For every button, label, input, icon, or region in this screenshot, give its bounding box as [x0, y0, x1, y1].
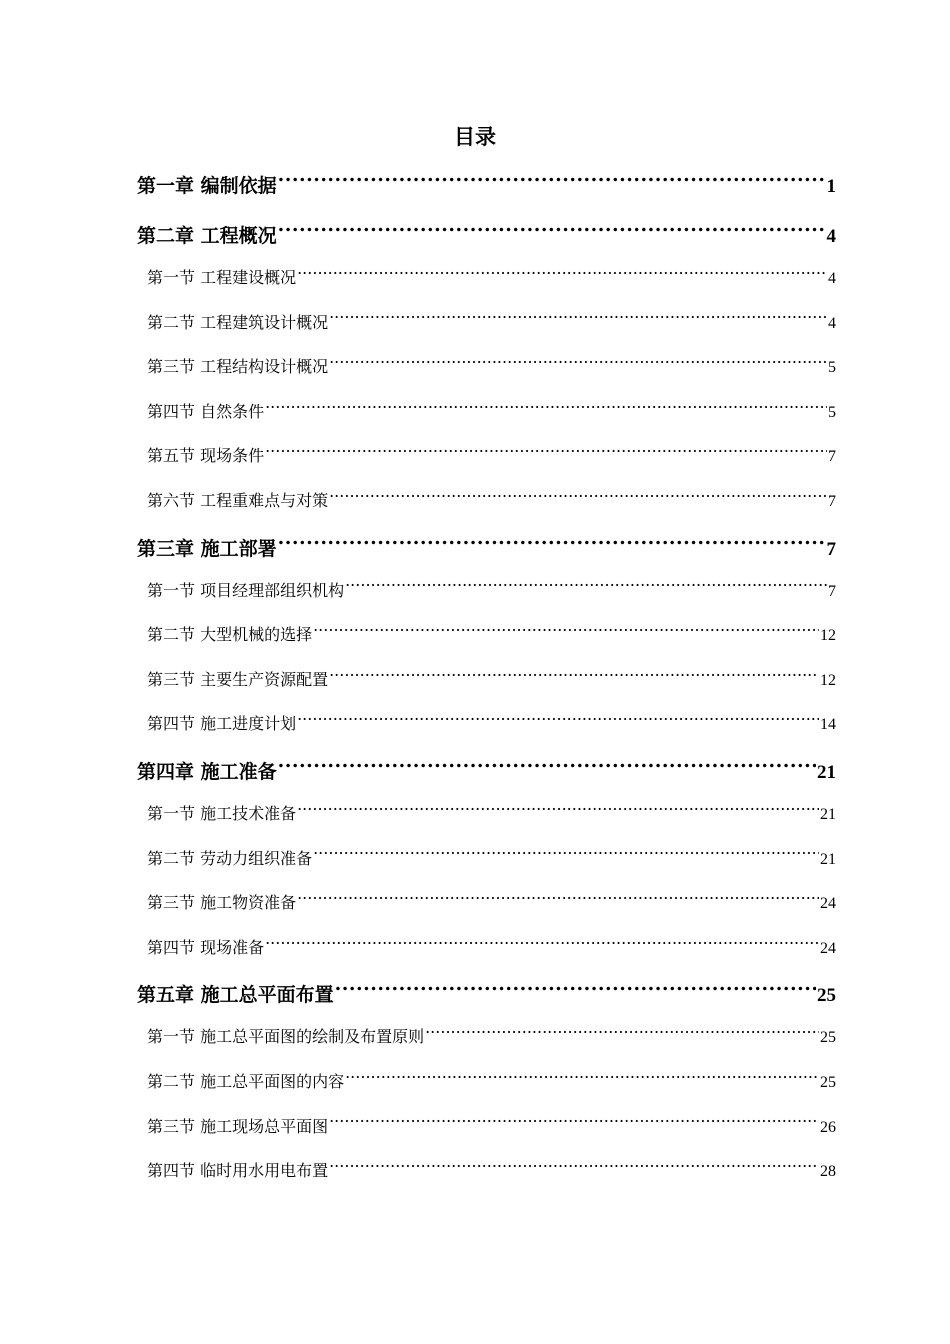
toc-section-entry[interactable]: [137, 1067, 836, 1112]
toc-dot-leader: [329, 490, 827, 506]
toc-chapter-entry[interactable]: [137, 754, 836, 799]
toc-dot-leader: [313, 624, 819, 640]
toc-section-entry[interactable]: [137, 709, 836, 754]
toc-page-number: 21: [820, 850, 836, 868]
toc-page-number: 24: [820, 939, 836, 957]
toc-entry-label: 第一节 工程建设概况: [147, 268, 297, 287]
toc-section-entry[interactable]: [137, 397, 836, 442]
toc-entry-label: 第一节 施工技术准备: [147, 803, 297, 823]
toc-page-number: 24: [820, 895, 836, 913]
toc-entry-label: 第四节 现场准备: [147, 937, 265, 957]
toc-section-entry[interactable]: [137, 1112, 836, 1157]
toc-page-number: 5: [828, 403, 836, 421]
toc-entry-label: 第四节 施工进度计划: [147, 714, 297, 734]
toc-page-number: 4: [828, 270, 836, 287]
toc-entry-label: 第二节 施工总平面图的内容: [147, 1071, 345, 1091]
toc-section-entry[interactable]: [137, 1156, 836, 1201]
toc-dot-leader: [297, 892, 819, 908]
toc-page-number: 1: [826, 176, 836, 197]
toc-entry-label: 第五节 现场条件: [147, 446, 265, 466]
toc-dot-leader: [265, 401, 827, 417]
toc-dot-leader: [297, 803, 819, 819]
toc-entry-label: 第三节 施工现场总平面图: [147, 1116, 329, 1136]
toc-dot-leader: [278, 536, 826, 555]
toc-section-entry[interactable]: [137, 1022, 836, 1067]
toc-page-number: 14: [820, 716, 836, 734]
toc-section-entry[interactable]: [137, 441, 836, 486]
toc-entry-label: 第一章 编制依据: [137, 175, 277, 197]
toc-entry-label: 第三节 主要生产资源配置: [147, 669, 329, 689]
toc-section-entry[interactable]: [137, 844, 836, 889]
toc-dot-leader: [345, 1071, 819, 1087]
toc-section-entry[interactable]: [137, 888, 836, 933]
toc-dot-leader: [329, 1116, 819, 1132]
toc-title: 目录: [454, 124, 496, 149]
toc-section-entry[interactable]: [137, 308, 836, 353]
toc-chapter-entry[interactable]: [137, 531, 836, 576]
toc-entry-label: 第三章 施工部署: [137, 537, 277, 560]
toc-page-number: 26: [820, 1118, 836, 1136]
toc-dot-leader: [297, 267, 827, 283]
toc-entry-label: 第一节 施工总平面图的绘制及布置原则: [147, 1027, 425, 1047]
toc-entry-label: 第四节 临时用水用电布置: [147, 1161, 329, 1181]
toc-dot-leader: [313, 848, 819, 864]
toc-entry-label: 第二节 工程建筑设计概况: [147, 312, 329, 332]
toc-section-entry[interactable]: [137, 576, 836, 621]
toc-chapter-entry[interactable]: [137, 168, 836, 218]
toc-entry-label: 第三节 工程结构设计概况: [147, 357, 329, 377]
toc-dot-leader: [278, 223, 826, 242]
toc-page-number: 25: [820, 1029, 836, 1047]
toc-entry-label: 第四节 自然条件: [147, 401, 265, 421]
toc-dot-leader: [329, 669, 819, 685]
toc-entry-label: 第六节 工程重难点与对策: [147, 490, 329, 510]
toc-list: [137, 168, 836, 1201]
toc-dot-leader: [335, 982, 816, 1001]
toc-page-number: 21: [817, 761, 836, 783]
toc-dot-leader: [329, 356, 827, 372]
toc-entry-label: 第二节 大型机械的选择: [147, 625, 313, 645]
toc-chapter-entry[interactable]: [137, 218, 836, 263]
toc-entry-label: 第二节 劳动力组织准备: [147, 848, 313, 868]
toc-section-entry[interactable]: [137, 799, 836, 844]
toc-page-number: 7: [828, 492, 836, 510]
toc-page-number: 7: [828, 582, 836, 600]
toc-entry-label: 第四章 施工准备: [137, 760, 277, 783]
toc-section-entry[interactable]: [137, 486, 836, 531]
toc-dot-leader: [297, 713, 819, 729]
toc-page-number: 12: [820, 671, 836, 689]
toc-page-number: 5: [828, 359, 836, 377]
toc-dot-leader: [278, 173, 826, 192]
toc-section-entry[interactable]: [137, 620, 836, 665]
toc-dot-leader: [265, 937, 819, 953]
toc-section-entry[interactable]: [137, 665, 836, 710]
toc-entry-label: 第五章 施工总平面布置: [137, 984, 334, 1007]
toc-dot-leader: [329, 1160, 819, 1176]
toc-page-number: 12: [820, 627, 836, 645]
toc-entry-label: 第三节 施工物资准备: [147, 893, 297, 913]
toc-dot-leader: [329, 312, 827, 328]
toc-entry-label: 第二章 工程概况: [137, 225, 277, 247]
toc-page-number: 7: [826, 538, 836, 560]
toc-page-number: 21: [820, 805, 836, 823]
toc-dot-leader: [345, 580, 827, 596]
toc-section-entry[interactable]: [137, 352, 836, 397]
toc-chapter-entry[interactable]: [137, 977, 836, 1022]
toc-dot-leader: [265, 445, 827, 461]
toc-dot-leader: [425, 1026, 819, 1042]
toc-page-number: 4: [828, 314, 836, 332]
toc-page-number: 28: [820, 1163, 836, 1181]
toc-section-entry[interactable]: [137, 933, 836, 978]
toc-section-entry[interactable]: [137, 263, 836, 308]
toc-page-number: 7: [828, 448, 836, 466]
toc-entry-label: 第一节 项目经理部组织机构: [147, 580, 345, 600]
toc-dot-leader: [278, 759, 816, 778]
toc-page-number: 4: [826, 226, 836, 247]
toc-page-number: 25: [817, 985, 836, 1007]
toc-page-number: 25: [820, 1073, 836, 1091]
